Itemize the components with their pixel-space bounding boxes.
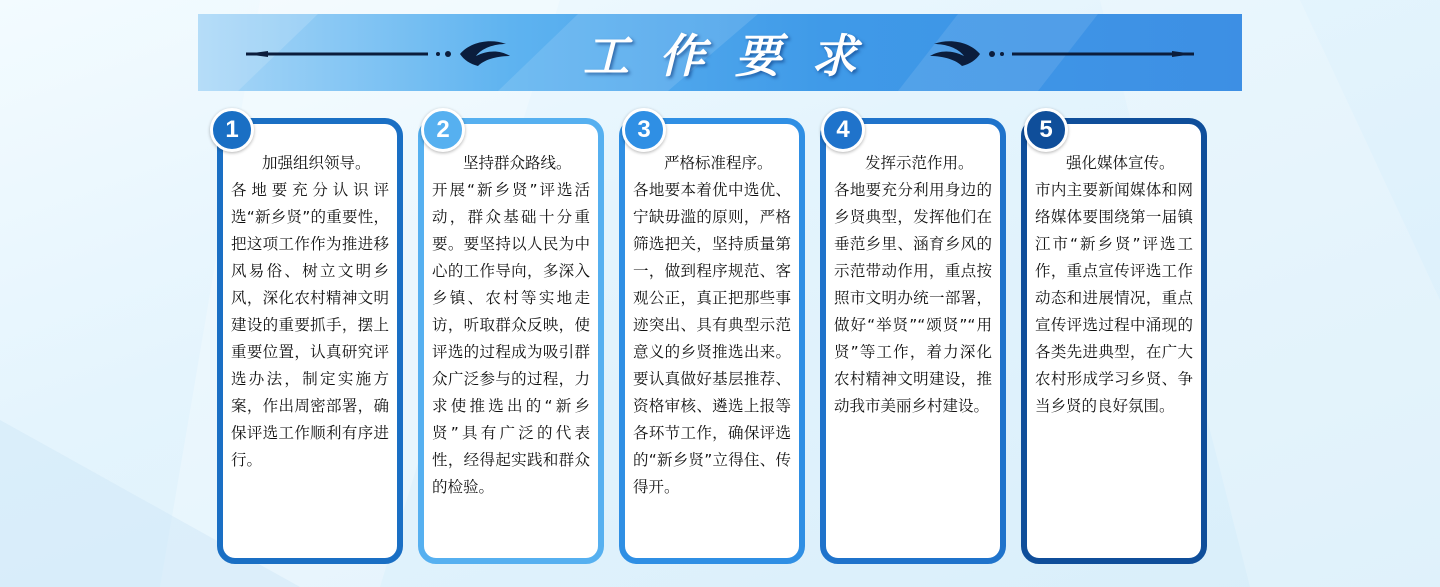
requirement-card-2: [418, 118, 604, 564]
requirement-card-5: [1021, 118, 1207, 564]
card-heading: 加强组织领导。: [262, 154, 371, 172]
card-body: 各地要充分认识评选“新乡贤”的重要性，把这项工作作为推进移风易俗、树立文明乡风，深化农村精神文明建设的重要抓手，摆上重要位置，认真研究评选办法，制定实施方案，作出周密部署，确保评选工作顺利有序进行。: [231, 181, 389, 469]
card-body: 市内主要新闻媒体和网络媒体要围绕第一届镇江市“新乡贤”评选工作，重点宣传评选工作动态和进展情况，重点宣传评选过程中涌现的各类先进典型，在广大农村形成学习乡贤、争当乡贤的良好氛围。: [1035, 181, 1193, 415]
requirement-card-3: [619, 118, 805, 564]
card-heading: 严格标准程序。: [664, 154, 773, 172]
card-body: 各地要充分利用身边的乡贤典型，发挥他们在垂范乡里、涵育乡风的示范带动作用，重点按照市文明办统一部署，做好“举贤”“颂贤”“用贤”等工作，着力深化农村精神文明建设，推动我市美丽乡村建设。: [834, 181, 992, 415]
card-text: [633, 150, 791, 550]
card-body: 开展“新乡贤”评选活动，群众基础十分重要。要坚持以人民为中心的工作导向，多深入乡镇、农村等实地走访，听取群众反映，使评选的过程成为吸引群众广泛参与的过程，力求使推选出的“新乡贤”具有广泛的代表性，经得起实践和群众的检验。: [432, 181, 590, 496]
card-heading: 坚持群众路线。: [463, 154, 572, 172]
requirement-card-1: [217, 118, 403, 564]
number-badge-4: 4: [821, 108, 865, 152]
number-badge-5: 5: [1024, 108, 1068, 152]
card-text: [834, 150, 992, 550]
card-heading: 强化媒体宣传。: [1066, 154, 1175, 172]
card-text: [1035, 150, 1193, 550]
card-heading: 发挥示范作用。: [865, 154, 974, 172]
card-text: [432, 150, 590, 550]
number-badge-1: 1: [210, 108, 254, 152]
number-badge-2: 2: [421, 108, 465, 152]
number-badge-3: 3: [622, 108, 666, 152]
card-text: [231, 150, 389, 550]
requirement-card-4: [820, 118, 1006, 564]
page-title: 工作要求: [583, 28, 887, 83]
card-body: 各地要本着优中选优、宁缺毋滥的原则，严格筛选把关，坚持质量第一，做到程序规范、客观公正，真正把那些事迹突出、具有典型示范意义的乡贤推选出来。要认真做好基层推荐、资格审核、遴选上报等各环节工作，确保评选的“新乡贤”立得住、传得开。: [633, 181, 791, 496]
title-banner: [198, 14, 1242, 91]
